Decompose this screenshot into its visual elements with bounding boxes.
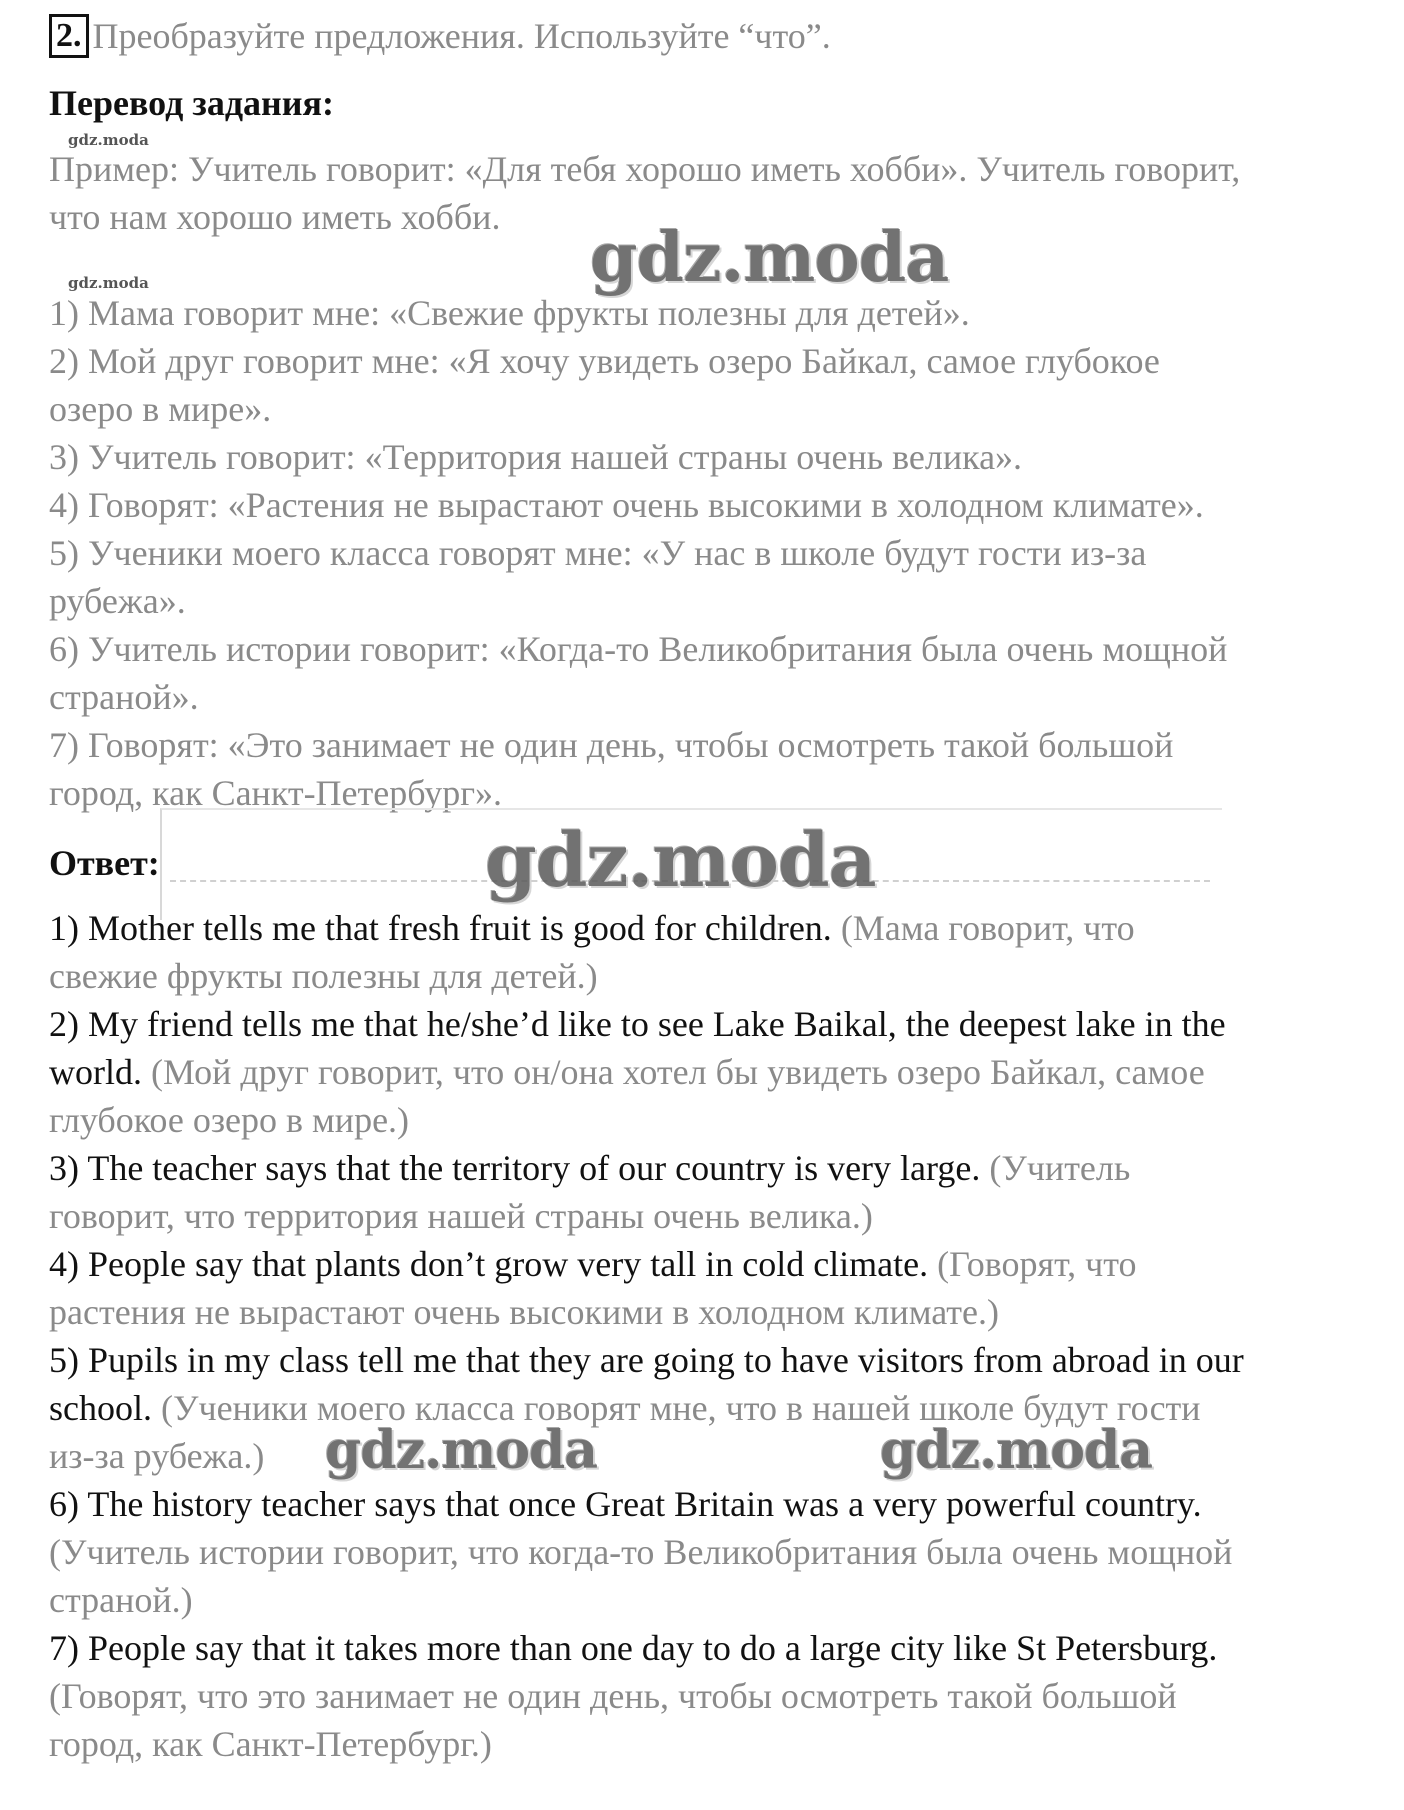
answer-line: страной.) [49,1580,193,1620]
translation-line: 1) Мама говорит мне: «Свежие фрукты полезны для детей». [49,293,970,333]
translation-line: город, как Санкт-Петербург». [49,773,502,813]
answer-line: из-за рубежа.) [49,1436,265,1476]
answer-line: 4) People say that plants don’t grow very tall in cold climate. (Говорят, что [49,1244,1137,1284]
translation-line: озеро в мире». [49,389,272,429]
answer-line: 1) Mother tells me that fresh fruit is good for children. (Мама говорит, что [49,908,1135,948]
translation-line: 6) Учитель истории говорит: «Когда-то Великобритания была очень мощной [49,629,1228,669]
task-header [49,14,831,62]
watermark-small: gdz.moda [68,131,149,149]
watermark-large: gdz.moda [590,218,949,298]
watermark-large: gdz.moda [485,818,876,904]
answer-line: (Говорят, что это занимает не один день, чтобы осмотреть такой большой [49,1676,1177,1716]
answer-line: school. (Ученики моего класса говорят мне, что в нашей школе будут гости [49,1388,1201,1428]
translation-line: 3) Учитель говорит: «Территория нашей страны очень велика». [49,437,1023,477]
translation-line: рубежа». [49,581,186,621]
answer-line: глубокое озеро в мире.) [49,1100,410,1140]
answer-line: 3) The teacher says that the territory of our country is very large. (Учитель [49,1148,1131,1188]
answer-line: world. (Мой друг говорит, что он/она хотел бы увидеть озеро Байкал, самое [49,1052,1205,1092]
watermark-large: gdz.moda [880,1420,1153,1481]
translation-line: страной». [49,677,199,717]
translation-line: что нам хорошо иметь хобби. [49,197,501,237]
translation-line: 2) Мой друг говорит мне: «Я хочу увидеть озеро Байкал, самое глубокое [49,341,1160,381]
answer-line: 5) Pupils in my class tell me that they are going to have visitors from abroad in our [49,1340,1244,1380]
translation-line: 5) Ученики моего класса говорят мне: «У нас в школе будут гости из-за [49,533,1147,573]
answer-line: говорит, что территория нашей страны очень велика.) [49,1196,873,1236]
task-title: Преобразуйте предложения. Используйте “что”. [92,16,831,56]
translation-line: 7) Говорят: «Это занимает не один день, чтобы осмотреть такой большой [49,725,1174,765]
answer-line: 7) People say that it takes more than one day to do a large city like St Petersburg. [49,1628,1218,1668]
translation-line: Пример: Учитель говорит: «Для тебя хорошо иметь хобби». Учитель говорит, [49,149,1241,189]
answer-line: 2) My friend tells me that he/she’d like to see Lake Baikal, the deepest lake in the [49,1004,1226,1044]
answer-header: Ответ: [49,843,160,883]
answer-line: город, как Санкт-Петербург.) [49,1724,492,1764]
watermark-large: gdz.moda [325,1420,598,1481]
answer-line: 6) The history teacher says that once Great Britain was a very powerful country. [49,1484,1202,1524]
watermark-small: gdz.moda [68,274,149,292]
answer-line: (Учитель истории говорит, что когда-то Великобритания была очень мощной [49,1532,1233,1572]
task-number: 2. [49,14,89,58]
translation-header: Перевод задания: [49,83,334,123]
answer-line: растения не вырастают очень высокими в холодном климате.) [49,1292,1000,1332]
answer-line: свежие фрукты полезны для детей.) [49,956,598,996]
translation-line: 4) Говорят: «Растения не вырастают очень высокими в холодном климате». [49,485,1204,525]
